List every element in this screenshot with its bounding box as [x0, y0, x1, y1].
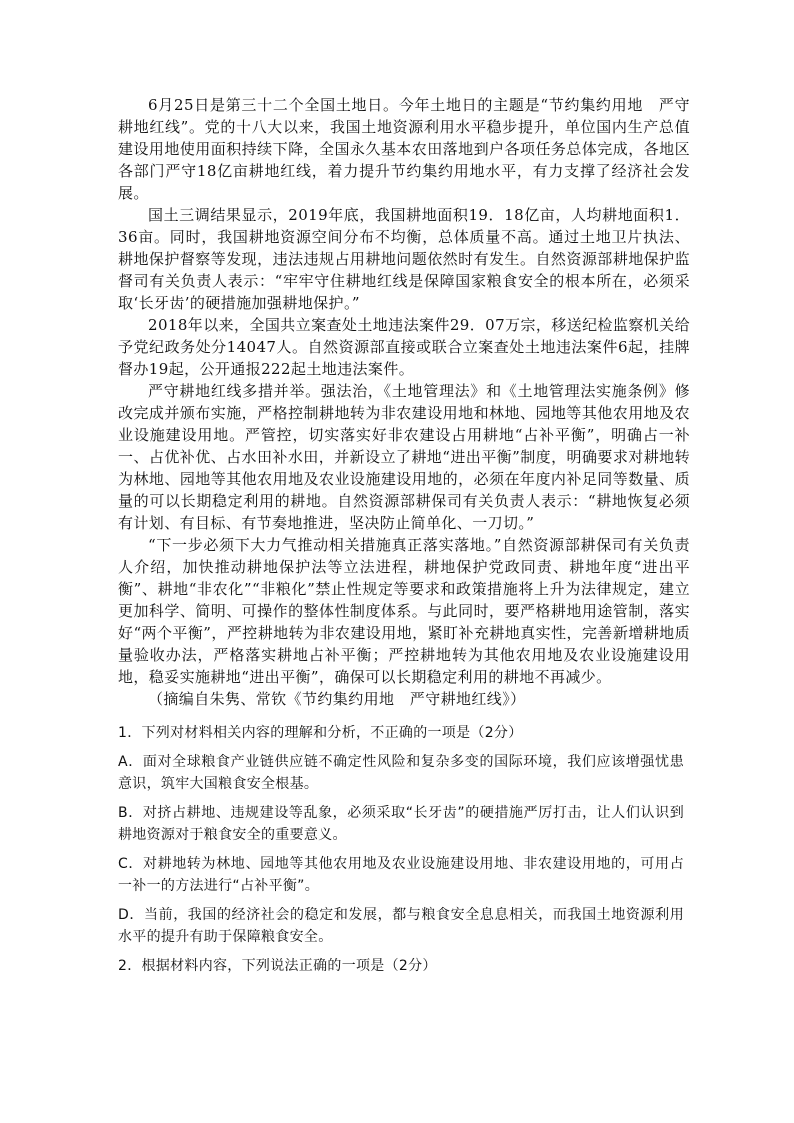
question-2-stem: 2．根据材料内容，下列说法正确的一项是（2分）	[118, 958, 437, 974]
passage-paragraph-2: 国土三调结果显示，2019年底，我国耕地面积19．18亿亩，人均耕地面积1．36亩。同时，我国耕地资源空间分布不均衡，总体质量不高。通过土地卫片执法、耕地保护督察等发现，违法违规占用耕地问题依然时有发生。自然资源部耕地保护监督司有关负责人表示：“牢牢守住耕地红线是保障国家粮食安全的根本所在，必须采取‘长牙齿’的硬措施加强耕地保护。”	[118, 206, 690, 312]
question-1-option-c: C．对耕地转为林地、园地等其他农用地及农业设施建设用地、非农建设用地的，可用占一补一的方法进行“占补平衡”。	[118, 856, 684, 894]
question-1-option-b: B．对挤占耕地、违规建设等乱象，必须采取“长牙齿”的硬措施严厉打击，让人们认识到耕地资源对于粮食安全的重要意义。	[118, 805, 684, 843]
passage-source: （摘编自朱隽、常钦《节约集约用地 严守耕地红线》）	[148, 690, 526, 708]
passage-paragraph-5: “下一步必须下大力气推动相关措施真正落实落地。”自然资源部耕保司有关负责人介绍，加快推动耕地保护法等立法进程，耕地保护党政同责、耕地年度“进出平衡”、耕地“非农化”“非粮化”禁止性规定等要求和政策措施将上升为法律规定，建立更加科学、简明、可操作的整体性制度体系。与此同时，要严格耕地用途管制，落实好“两个平衡”，严控耕地转为非农建设用地，紧盯补充耕地真实性，完善新增耕地质量验收办法，严格落实耕地占补平衡；严控耕地转为其他农用地及农业设施建设用地，稳妥实施耕地“进出平衡”，确保可以长期稳定利用的耕地不再减少。	[118, 536, 690, 686]
question-1-option-a: A．面对全球粮食产业链供应链不确定性风险和复杂多变的国际环境，我们应该增强忧患意识，筑牢大国粮食安全根基。	[118, 754, 684, 792]
question-section	[118, 722, 684, 984]
question-1-option-d: D．当前，我国的经济社会的稳定和发展，都与粮食安全息息相关，而我国土地资源利用水平的提升有助于保障粮食安全。	[118, 907, 684, 945]
passage-paragraph-4: 严守耕地红线多措并举。强法治，《土地管理法》和《土地管理法实施条例》修改完成并颁布实施，严格控制耕地转为非农建设用地和林地、园地等其他农用地及农业设施建设用地。严管控，切实落实好非农建设占用耕地“占补平衡”，明确占一补一、占优补优、占水田补水田，并新设立了耕地“进出平衡”制度，明确要求对耕地转为林地、园地等其他农用地及农业设施建设用地的，必须在年度内补足同等数量、质量的可以长期稳定利用的耕地。自然资源部耕保司有关负责人表示：“耕地恢复必须有计划、有目标、有节奏地推进，坚决防止简单化、一刀切。”	[118, 382, 690, 532]
question-1-stem: 1．下列对材料相关内容的理解和分析，不正确的一项是（2分）	[118, 725, 523, 741]
passage-paragraph-3: 2018年以来，全国共立案查处土地违法案件29．07万宗，移送纪检监察机关给予党纪政务处分14047人。自然资源部直接或联合立案查处土地违法案件6起，挂牌督办19起，公开通报222起土地违法案件。	[118, 316, 690, 378]
passage-paragraph-1: 6月25日是第三十二个全国土地日。今年土地日的主题是“节约集约用地 严守耕地红线”。党的十八大以来，我国土地资源利用水平稳步提升，单位国内生产总值建设用地使用面积持续下降，全国永久基本农田落地到户各项任务总体完成，各地区各部门严守18亿亩耕地红线，着力提升节约集约用地水平，有力支撑了经济社会发展。	[118, 96, 690, 202]
reading-passage	[118, 94, 690, 710]
